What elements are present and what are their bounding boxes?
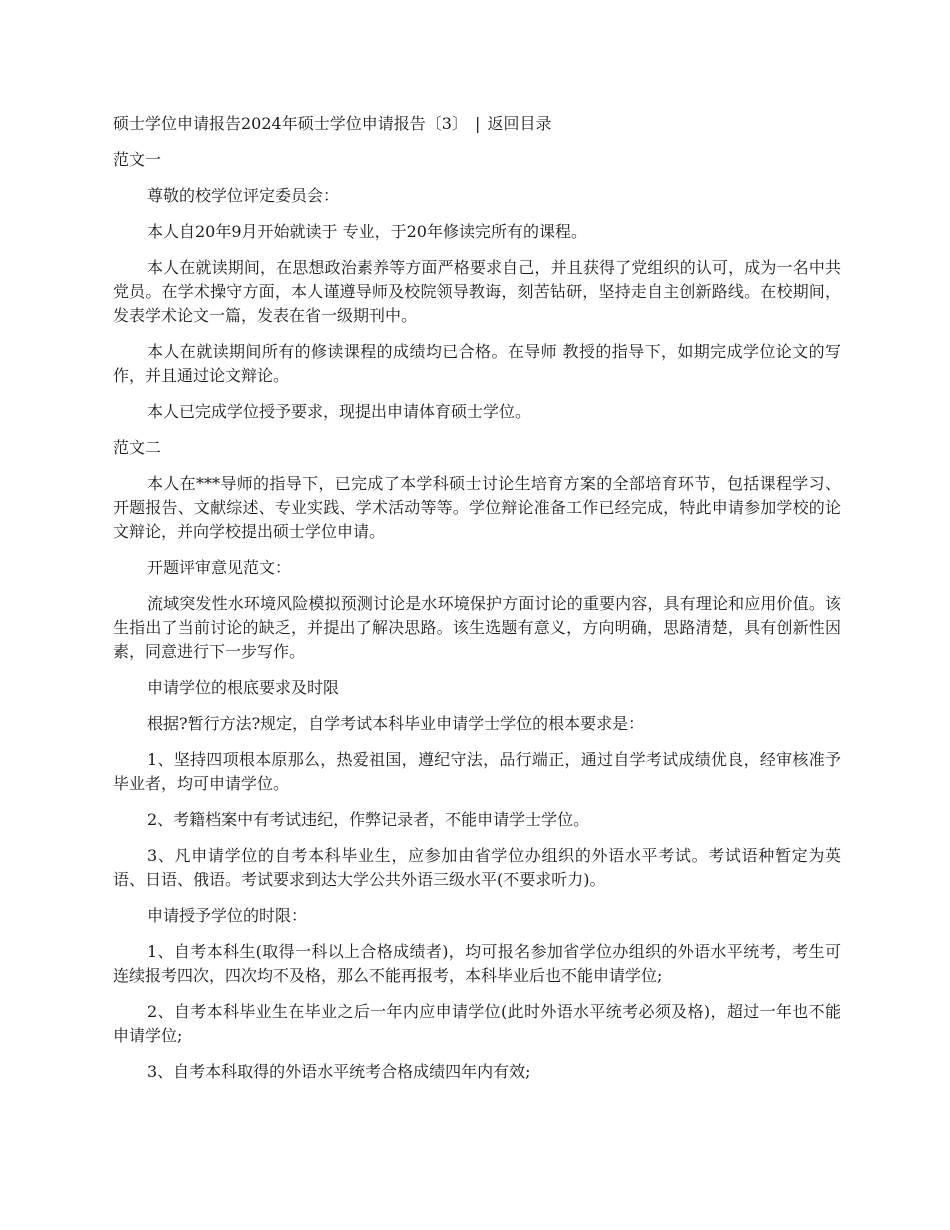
subheading: 申请学位的根底要求及时限 [147,678,340,697]
title-separator: | [475,114,481,133]
section-heading-2: 范文二 [113,438,162,457]
paragraph: 本人在***导师的指导下，已完成了本学科硕士讨论生培育方案的全部培育环节，包括课程学习、开题报告、文献综述、专业实践、学术活动等等。学位辩论准备工作已经完成，特此申请参加学校的论文辩论，并向学校提出硕士学位申请。 [113,474,841,541]
paragraph: 流域突发性水环境风险模拟预测讨论是水环境保护方面讨论的重要内容，具有理论和应用价值。该生指出了当前讨论的缺乏，并提出了解决思路。该生选题有意义，方向明确，思路清楚，具有创新性因素，同意进行下一步写作。 [113,594,841,661]
back-to-toc-link[interactable]: 返回目录 [487,114,552,133]
paragraph: 本人在就读期间，在思想政治素养等方面严格要求自己，并且获得了党组织的认可，成为一名中共党员。在学术操守方面，本人谨遵导师及校院领导教诲，刻苦钻研，坚持走自主创新路线。在校期间，发表学术论文一篇，发表在省一级期刊中。 [113,258,841,325]
list-item: 2、自考本科毕业生在毕业之后一年内应申请学位(此时外语水平统考必须及格)，超过一年也不能申请学位; [113,1002,841,1045]
list-item: 1、自考本科生(取得一科以上合格成绩者)，均可报名参加省学位办组织的外语水平统考，考生可连续报考四次，四次均不及格，那么不能再报考，本科毕业后也不能申请学位; [113,942,841,985]
paragraph: 本人在就读期间所有的修读课程的成绩均已合格。在导师 教授的指导下，如期完成学位论文的写作，并且通过论文辩论。 [113,342,841,385]
paragraph: 根据?暂行方法?规定，自学考试本科毕业申请学士学位的根本要求是： [147,714,645,733]
paragraph: 本人自20年9月开始就读于 专业，于20年修读完所有的课程。 [147,222,587,241]
document-title-line [113,112,841,136]
subheading: 申请授予学位的时限： [147,906,308,925]
section-heading-1: 范文一 [113,150,162,169]
salutation: 尊敬的校学位评定委员会： [147,186,340,205]
list-item: 3、凡申请学位的自考本科毕业生，应参加由省学位办组织的外语水平考试。考试语种暂定为英语、日语、俄语。考试要求到达大学公共外语三级水平(不要求听力)。 [113,846,841,889]
paragraph: 本人已完成学位授予要求，现提出申请体育硕士学位。 [147,402,532,421]
document-title: 硕士学位申请报告2024年硕士学位申请报告〔3〕 [113,114,468,133]
list-item: 2、考籍档案中有考试违纪，作弊记录者，不能申请学士学位。 [147,810,590,829]
list-item: 1、坚持四项根本原那么，热爱祖国，遵纪守法，品行端正，通过自学考试成绩优良，经审核准予毕业者，均可申请学位。 [113,750,841,793]
list-item: 3、自考本科取得的外语水平统考合格成绩四年内有效; [147,1062,531,1081]
document-page [113,112,841,1096]
subheading: 开题评审意见范文： [147,558,292,577]
